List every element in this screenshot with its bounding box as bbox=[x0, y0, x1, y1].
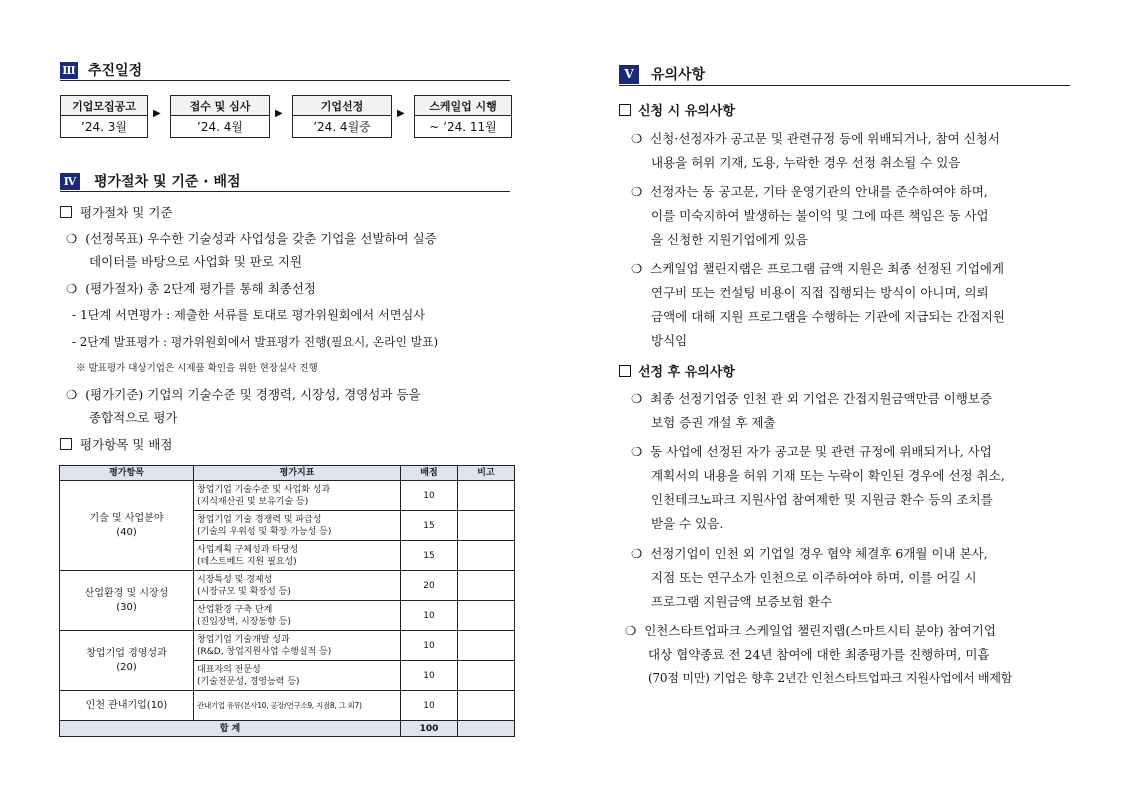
remark-cell bbox=[458, 571, 515, 601]
indicator-cell: 창업기업 기술개발 성과 (R&D, 창업지원사업 수행실적 등) bbox=[194, 631, 401, 661]
section-4-title: 평가절차 및 기준 · 배점 bbox=[94, 174, 241, 190]
paragraph-line: 이를 미숙지하여 발생하는 불이익 및 그에 따른 책임은 동 사업 bbox=[651, 208, 989, 223]
paragraph-line: ❍ (평가절차) 총 2단계 평가를 통해 최종선정 bbox=[66, 281, 316, 296]
note-line: ※ 발표평가 대상기업은 시제품 확인을 위한 현장실사 진행 bbox=[76, 363, 318, 374]
score-cell: 15 bbox=[401, 511, 458, 541]
section-3-header bbox=[60, 60, 510, 81]
section-4-header bbox=[60, 171, 510, 192]
paragraph-line: 받을 수 있음. bbox=[651, 516, 724, 531]
section-3-title: 추진일정 bbox=[88, 63, 143, 79]
table-header: 비고 bbox=[458, 466, 515, 481]
remark-cell bbox=[458, 541, 515, 571]
paragraph-line: 프로그램 지원금액 보증보험 환수 bbox=[651, 594, 832, 609]
paragraph-line: ❍ (평가기준) 기업의 기술수준 및 경쟁력, 시장성, 경영성과 등을 bbox=[66, 387, 421, 402]
circle-bullet-icon: ❍ bbox=[66, 387, 78, 402]
paragraph-line: (70점 미만) 기업은 향후 2년간 인천스타트업파크 지원사업에서 배제함 bbox=[648, 671, 1013, 685]
paragraph-line: 방식임 bbox=[651, 333, 688, 348]
table-total-row bbox=[60, 721, 515, 737]
score-cell: 10 bbox=[401, 691, 458, 721]
indicator-cell: 관내기업 유뮤(본사10, 공장/연구소9, 지점8, 그 외7) bbox=[194, 691, 401, 721]
table-row bbox=[60, 691, 515, 721]
arrow-right-icon: ▶ bbox=[397, 108, 405, 119]
schedule-step-date: ’24. 4월중 bbox=[313, 120, 371, 134]
category-cell: 기술 및 사업분야 (40) bbox=[60, 481, 194, 571]
circle-bullet-icon: ❍ bbox=[625, 623, 637, 638]
paragraph-line: ❍ 인천스타트업파크 스케일업 챌린지랩(스마트시티 분야) 참여기업 bbox=[625, 623, 996, 638]
schedule-step-label: 기업모집공고 bbox=[61, 96, 147, 116]
paragraph-line: 인천테크노파크 지원사업 참여제한 및 지원금 환수 등의 조치를 bbox=[651, 492, 993, 507]
category-cell: 창업기업 경영성과 (20) bbox=[60, 631, 194, 691]
paragraph-line: 내용을 허위 기재, 도용, 누락한 경우 선정 취소될 수 있음 bbox=[651, 155, 961, 170]
remark-cell bbox=[458, 661, 515, 691]
arrow-right-icon: ▶ bbox=[153, 108, 161, 119]
schedule-step-date: ’24. 3월 bbox=[81, 120, 127, 134]
paragraph-line: 연구비 또는 컨설팅 비용이 직접 집행되는 방식이 아니며, 의뢰 bbox=[651, 285, 989, 300]
paragraph-line: ❍ 동 사업에 선정된 자가 공고문 및 관련 규정에 위배되거나, 사업 bbox=[631, 444, 992, 459]
score-cell: 10 bbox=[401, 601, 458, 631]
remark-cell bbox=[458, 481, 515, 511]
table-header: 배점 bbox=[401, 466, 458, 481]
section-4-number: Ⅳ bbox=[60, 173, 80, 190]
schedule-step-label: 스케일업 시행 bbox=[415, 96, 511, 116]
paragraph-line: ❍ 스케일업 챌린지랩은 프로그램 금액 지원은 최종 선정된 기업에게 bbox=[631, 261, 1005, 276]
paragraph-line: 을 신청한 지원기업에게 있음 bbox=[651, 232, 808, 247]
table-header-row bbox=[60, 466, 515, 481]
square-bullet-icon bbox=[60, 438, 72, 450]
circle-bullet-icon: ❍ bbox=[631, 131, 643, 146]
category-cell: 인천 관내기업(10) bbox=[60, 691, 194, 721]
table-header: 평가항목 bbox=[60, 466, 194, 481]
score-cell: 15 bbox=[401, 541, 458, 571]
table-row bbox=[60, 481, 515, 511]
category-cell: 산업환경 및 시장성 (30) bbox=[60, 571, 194, 631]
evaluation-table bbox=[59, 465, 515, 737]
schedule-step-1 bbox=[60, 95, 148, 138]
schedule-step-3 bbox=[292, 95, 392, 138]
circle-bullet-icon: ❍ bbox=[631, 444, 643, 459]
subheading-post-selection-notes: 선정 후 유의사항 bbox=[619, 361, 735, 380]
table-row bbox=[60, 571, 515, 601]
arrow-right-icon: ▶ bbox=[275, 108, 283, 119]
subheading-eval-items: 평가항목 및 배점 bbox=[60, 435, 172, 453]
subheading-application-notes: 신청 시 유의사항 bbox=[619, 100, 735, 119]
paragraph-line: ❍ 선정자는 동 공고문, 기타 운영기관의 안내를 준수하여야 하며, bbox=[631, 184, 988, 199]
paragraph-line: ❍ 신청·선정자가 공고문 및 관련규정 등에 위배되거나, 참여 신청서 bbox=[631, 131, 1000, 146]
remark-cell bbox=[458, 601, 515, 631]
paragraph-line: 보험 증권 개설 후 제출 bbox=[651, 415, 776, 430]
circle-bullet-icon: ❍ bbox=[631, 391, 643, 406]
circle-bullet-icon: ❍ bbox=[66, 281, 78, 296]
remark-cell bbox=[458, 511, 515, 541]
table-row bbox=[60, 631, 515, 661]
section-5-title: 유의사항 bbox=[651, 67, 706, 83]
section-5-header bbox=[619, 63, 1070, 86]
schedule-step-2 bbox=[170, 95, 270, 138]
score-cell: 10 bbox=[401, 481, 458, 511]
paragraph-line: 금액에 대해 지원 프로그램을 수행하는 기관에 지급되는 간접지원 bbox=[651, 309, 1005, 324]
section-3-number: Ⅲ bbox=[60, 62, 78, 79]
indicator-cell: 창업기업 기술 경쟁력 및 파급성 (기술의 우위성 및 확장 가능성 등) bbox=[194, 511, 401, 541]
paragraph-line: - 1단계 서면평가 : 제출한 서류를 토대로 평가위원회에서 서면심사 bbox=[72, 308, 426, 322]
square-bullet-icon bbox=[619, 365, 631, 377]
circle-bullet-icon: ❍ bbox=[631, 546, 643, 561]
square-bullet-icon bbox=[60, 206, 72, 218]
score-cell: 10 bbox=[401, 661, 458, 691]
table-header: 평가지표 bbox=[194, 466, 401, 481]
circle-bullet-icon: ❍ bbox=[631, 261, 643, 276]
paragraph-line: - 2단계 발표평가 : 평가위원회에서 발표평가 진행(필요시, 온라인 발표) bbox=[72, 335, 439, 349]
schedule-step-label: 기업선정 bbox=[293, 96, 391, 116]
indicator-cell: 사업계획 구체성과 타당성 (테스트베드 지원 필요성) bbox=[194, 541, 401, 571]
paragraph-line: ❍ 선정기업이 인천 외 기업일 경우 협약 체결후 6개월 이내 본사, bbox=[631, 546, 988, 561]
subheading-eval-procedure: 평가절차 및 기준 bbox=[60, 203, 172, 221]
circle-bullet-icon: ❍ bbox=[631, 184, 643, 199]
schedule-step-label: 접수 및 심사 bbox=[171, 96, 269, 116]
total-score: 100 bbox=[401, 721, 458, 737]
schedule-step-date: ~ ’24. 11월 bbox=[429, 120, 497, 134]
square-bullet-icon bbox=[619, 104, 631, 116]
remark-cell bbox=[458, 721, 515, 737]
indicator-cell: 대표자의 전문성 (기술전문성, 경영능력 등) bbox=[194, 661, 401, 691]
paragraph-line: 계획서의 내용을 허위 기재 또는 누락이 확인된 경우에 선정 취소, bbox=[651, 468, 1005, 483]
total-label: 합 계 bbox=[60, 721, 401, 737]
schedule-step-4 bbox=[414, 95, 512, 138]
score-cell: 20 bbox=[401, 571, 458, 601]
schedule-step-date: ’24. 4월 bbox=[197, 120, 243, 134]
remark-cell bbox=[458, 631, 515, 661]
indicator-cell: 산업환경 구축 단계 (진입장벽, 시장동향 등) bbox=[194, 601, 401, 631]
score-cell: 10 bbox=[401, 631, 458, 661]
paragraph-line: ❍ (선정목표) 우수한 기술성과 사업성을 갖춘 기업을 선발하여 실증 bbox=[66, 231, 437, 246]
paragraph-line: 데이터를 바탕으로 사업화 및 판로 지원 bbox=[89, 254, 303, 269]
remark-cell bbox=[458, 691, 515, 721]
paragraph-line: 지점 또는 연구소가 인천으로 이주하여야 하며, 이를 어길 시 bbox=[651, 570, 977, 585]
indicator-cell: 시장특성 및 경제성 (시장규모 및 확장성 등) bbox=[194, 571, 401, 601]
paragraph-line: ❍ 최종 선정기업중 인천 관 외 기업은 간접지원금액만큼 이행보증 bbox=[631, 391, 992, 406]
paragraph-line: 대상 협약종료 전 24년 참여에 대한 최종평가를 진행하며, 미흡 bbox=[648, 647, 990, 662]
indicator-cell: 창업기업 기술수준 및 사업화 성과 (지식재산권 및 보유기술 등) bbox=[194, 481, 401, 511]
section-5-number: Ⅴ bbox=[619, 65, 639, 84]
circle-bullet-icon: ❍ bbox=[66, 231, 78, 246]
paragraph-line: 종합적으로 평가 bbox=[89, 410, 178, 425]
